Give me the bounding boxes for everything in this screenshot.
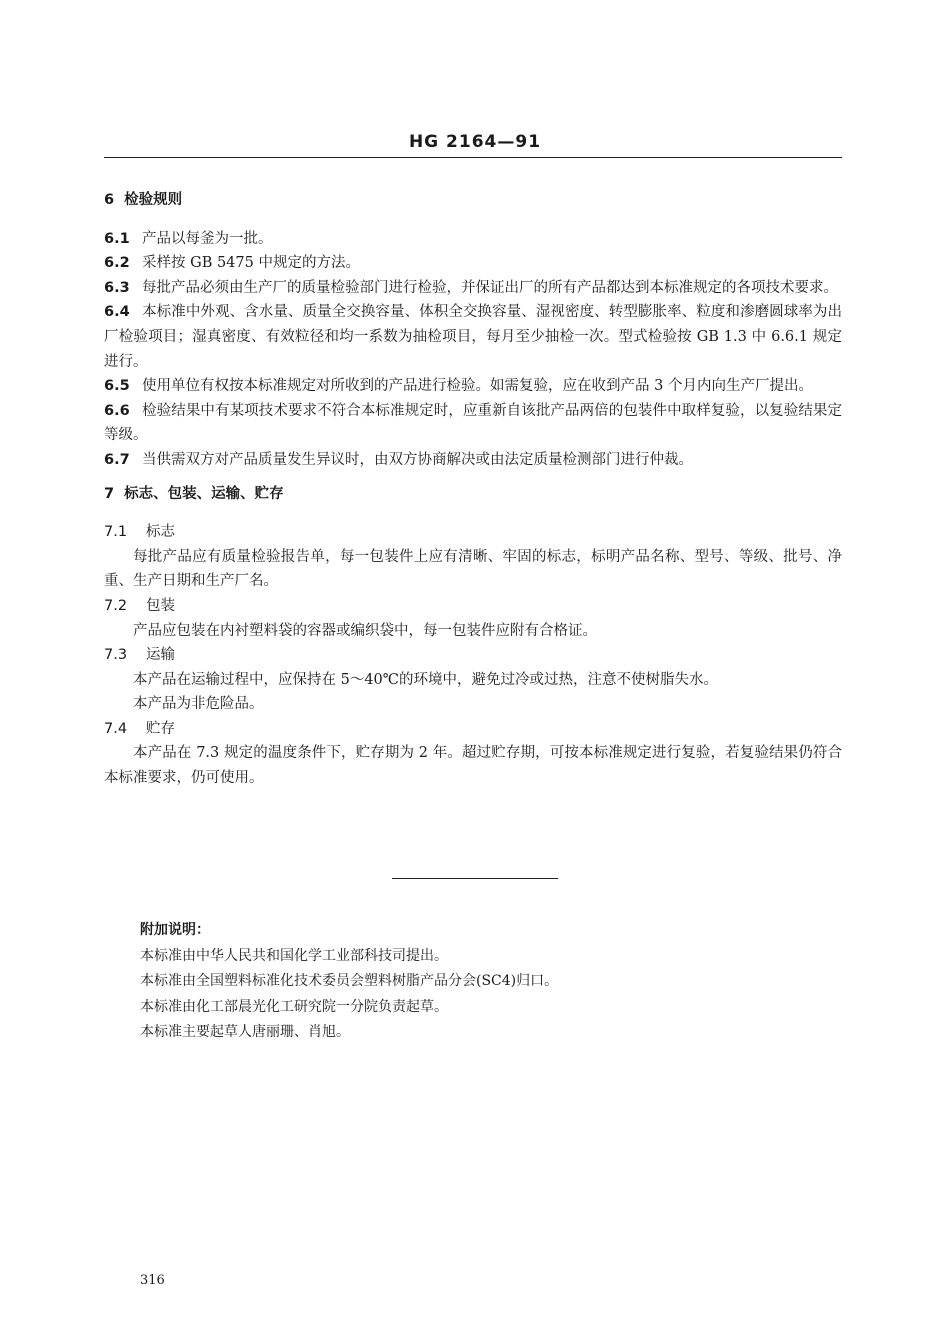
clause-text: 产品以每釜为一批。 [142,230,273,247]
clause-text: 采样按 GB 5475 中规定的方法。 [142,255,360,272]
section-6-heading [104,188,842,213]
clause-text: 检验结果中有某项技术要求不符合本标准规定时，应重新自该批产品两倍的包装件中取样复验，以复验结果定等级。 [104,402,842,444]
note-line: 本标准由中华人民共和国化学工业部科技司提出。 [140,947,448,964]
clause-6-3 [104,276,842,301]
clause-text: 每批产品必须由生产厂的质量检验部门进行检验，并保证出厂的所有产品都达到本标准规定的各项技术要求。 [142,279,838,296]
subsection-title: 贮存 [146,720,175,737]
clause-number: 6.1 [104,230,130,247]
clause-6-4 [104,300,842,374]
section-number: 7 [104,485,115,502]
clause-number: 6.7 [104,451,130,468]
end-rule [392,878,558,879]
subsection-title: 包装 [146,597,175,614]
subsection-7-2-heading [104,594,842,619]
page-number: 316 [140,1273,165,1288]
document-code: HG 2164—91 [408,132,542,152]
clause-text: 当供需双方对产品质量发生异议时，由双方协商解决或由法定质量检测部门进行仲裁。 [142,451,693,468]
clause-number: 6.3 [104,279,130,296]
clause-6-5 [104,374,842,399]
subsection-title: 运输 [146,647,175,664]
section-7-heading [104,482,842,507]
subsection-7-3-heading [104,643,842,668]
paragraph: 本产品为非危险品。 [133,696,264,713]
subsection-number: 7.4 [104,720,128,737]
paragraph: 本产品在运输过程中，应保持在 5～40℃的环境中，避免过冷或过热，注意不使树脂失水。 [133,671,719,688]
subsection-title: 标志 [146,524,175,541]
section-title: 检验规则 [124,192,183,208]
document-body [104,188,842,791]
clause-6-1 [104,227,842,252]
note-line: 本标准由化工部晨光化工研究院一分院负责起草。 [140,998,448,1015]
clause-6-2 [104,251,842,276]
section-number: 6 [104,192,115,208]
clause-number: 6.5 [104,378,130,395]
clause-number: 6.4 [104,304,130,321]
clause-6-6 [104,399,842,448]
additional-notes [140,918,840,1046]
subsection-number: 7.2 [104,597,128,614]
paragraph: 本产品在 7.3 规定的温度条件下，贮存期为 2 年。超过贮存期，可按本标准规定进行复验，若复验结果仍符合本标准要求，仍可使用。 [104,745,842,787]
section-title: 标志、包装、运输、贮存 [124,485,284,502]
note-line: 本标准由全国塑料标准化技术委员会塑料树脂产品分会(SC4)归口。 [140,973,559,990]
subsection-number: 7.3 [104,647,128,664]
header-rule [104,157,842,158]
clause-6-7 [104,448,842,473]
clause-text: 本标准中外观、含水量、质量全交换容量、体积全交换容量、湿视密度、转型膨胀率、粒度和渗磨圆球率为出厂检验项目；湿真密度、有效粒径和均一系数为抽检项目，每月至少抽检一次。型式检验按 GB 1.3 中 6.6.1 规定进行。 [104,304,842,370]
subsection-7-4-heading [104,717,842,742]
clause-text: 使用单位有权按本标准规定对所收到的产品进行检验。如需复验，应在收到产品 3 个月内向生产厂提出。 [142,378,813,395]
paragraph: 每批产品应有质量检验报告单，每一包装件上应有清晰、牢固的标志，标明产品名称、型号、等级、批号、净重、生产日期和生产厂名。 [104,548,842,590]
subsection-number: 7.1 [104,524,128,541]
paragraph: 产品应包装在内衬塑料袋的容器或编织袋中，每一包装件应附有合格证。 [133,622,597,639]
clause-number: 6.6 [104,402,130,419]
note-line: 本标准主要起草人唐丽珊、肖旭。 [140,1024,350,1041]
subsection-7-1-heading [104,520,842,545]
notes-title: 附加说明： [140,922,210,938]
clause-number: 6.2 [104,255,130,272]
